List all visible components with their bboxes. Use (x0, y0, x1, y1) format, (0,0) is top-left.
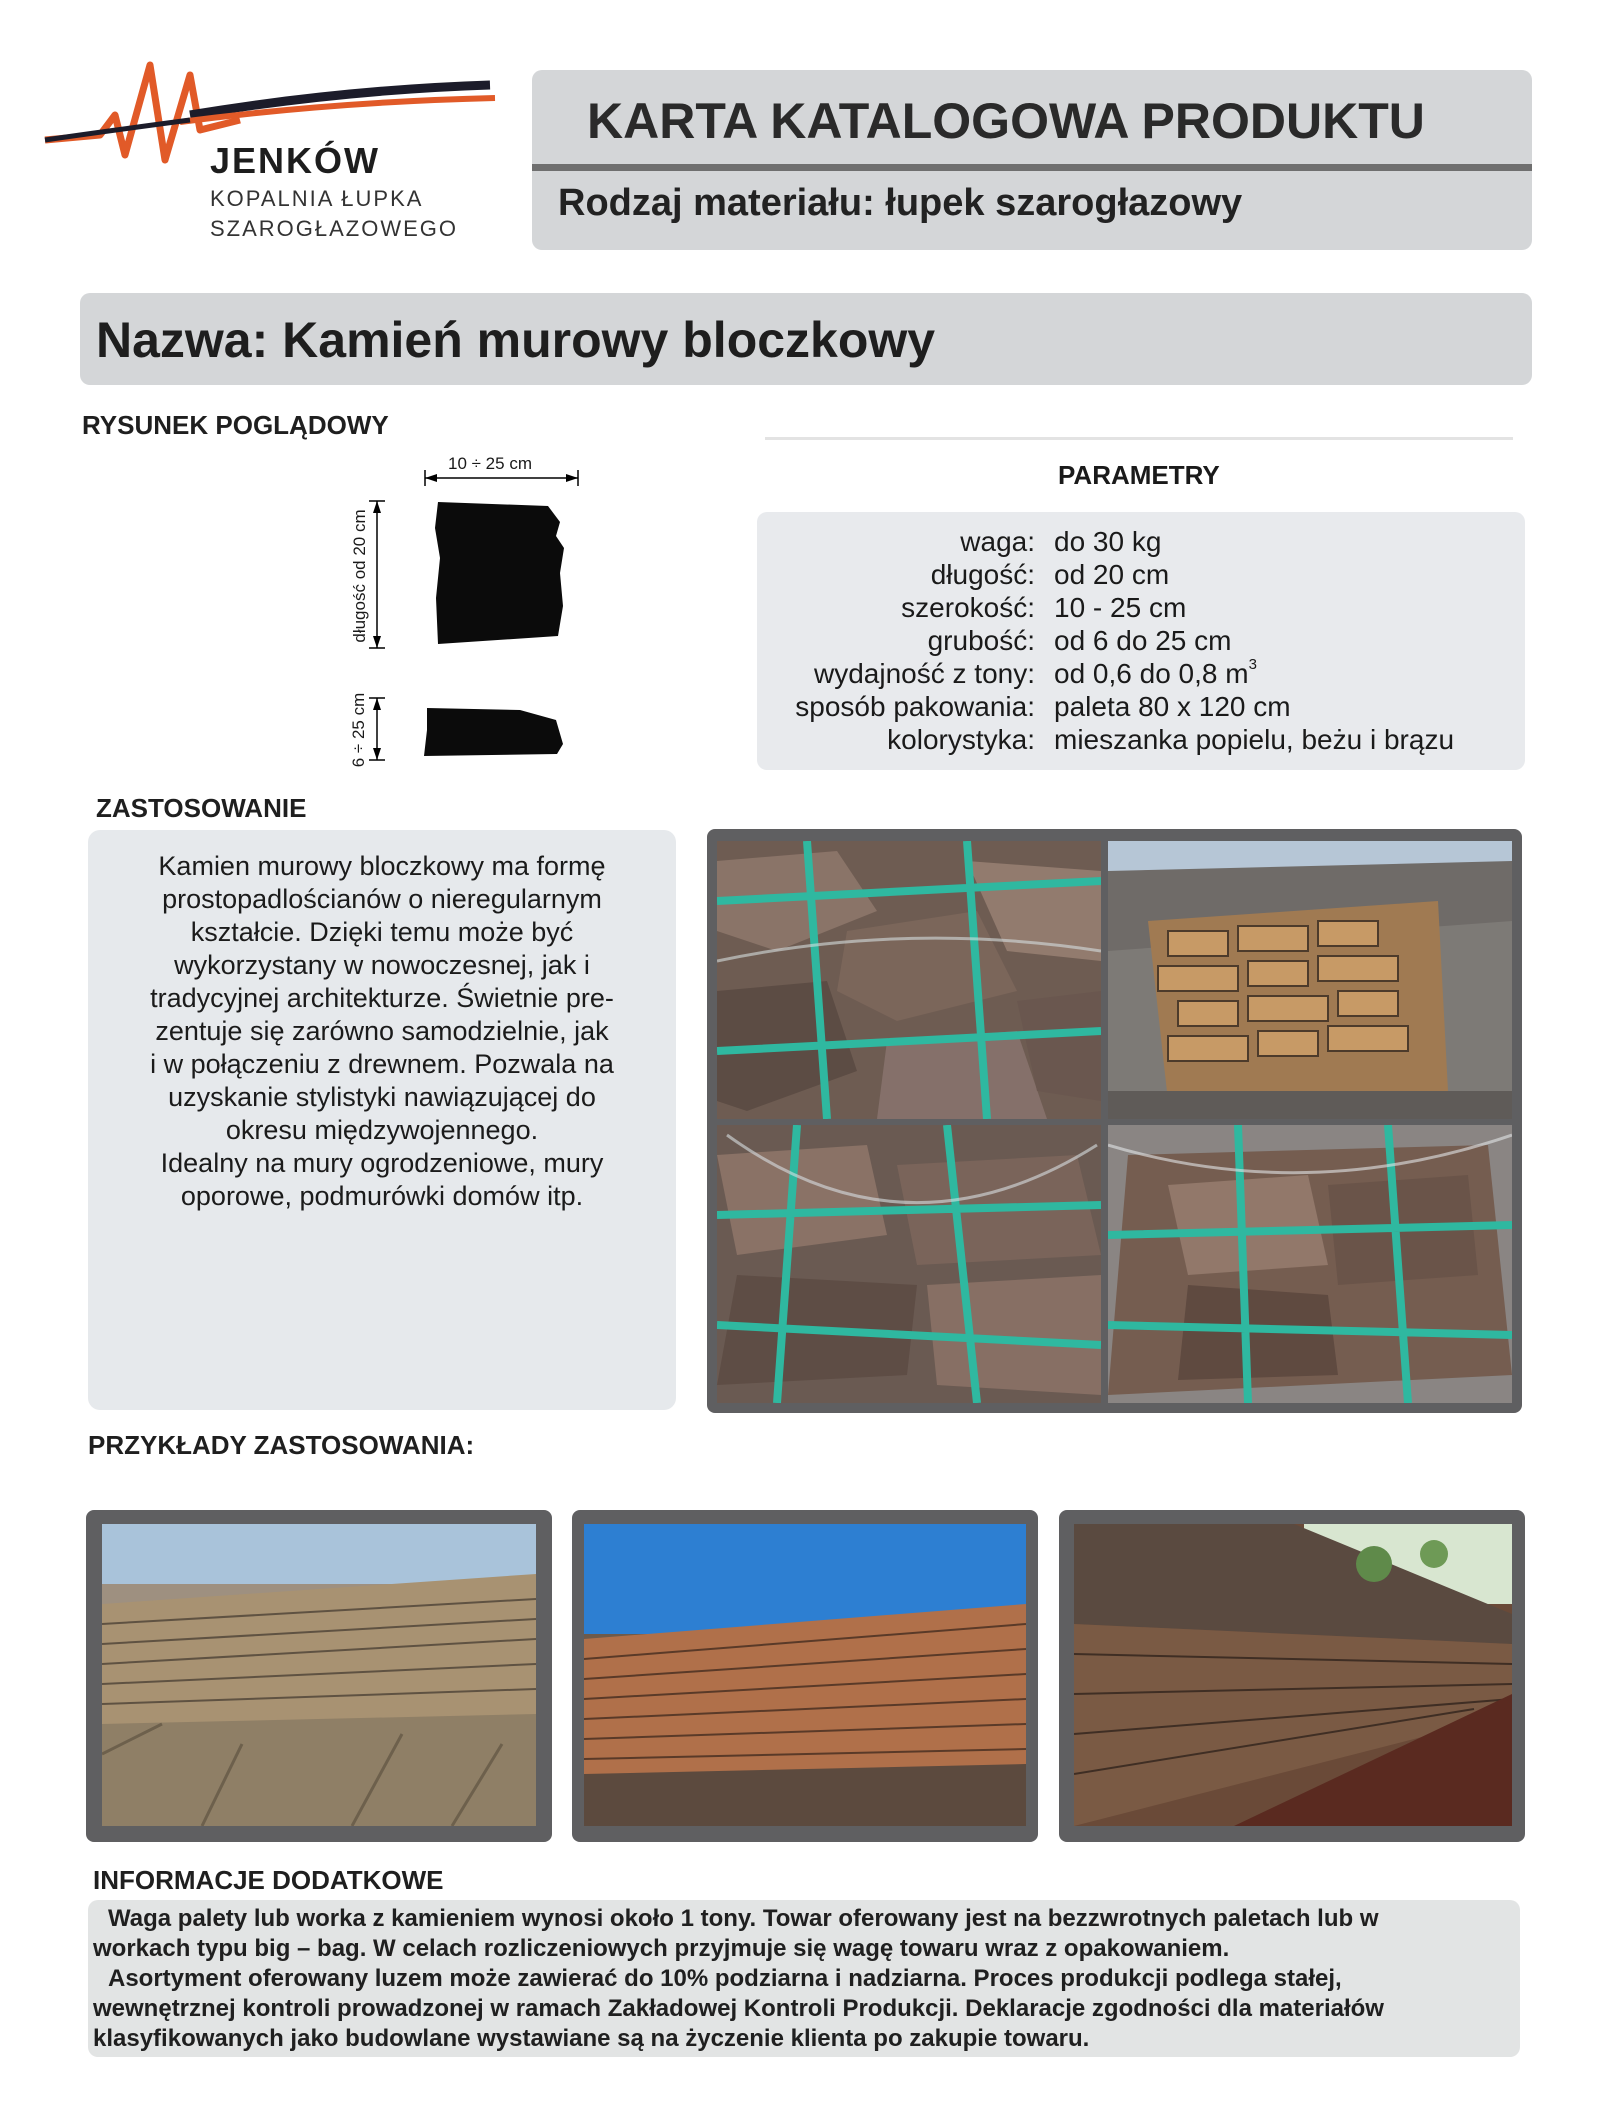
param-label: waga: (960, 526, 1035, 557)
example-photo-frame-2 (572, 1510, 1038, 1842)
usage-description-box (88, 830, 676, 1410)
example-photo-frame-3 (1059, 1510, 1525, 1842)
usage-line: prostopadlościanów o nieregularnym (162, 884, 602, 914)
parameters-heading: PARAMETRY (1058, 460, 1220, 490)
param-row (757, 724, 1525, 757)
info-line: klasyfikowanych jako budowlane wystawiane są na życzenie klienta po zakupie towaru. (93, 2025, 1090, 2052)
usage-line: tradycyjnej architekturze. Świetnie pre- (150, 983, 614, 1013)
usage-line: uzyskanie stylistyki nawiązującej do (168, 1082, 596, 1112)
product-name-box (80, 293, 1532, 385)
param-label: kolorystyka: (887, 724, 1035, 755)
thickness-label: 6 ÷ 25 cm (349, 692, 368, 768)
examples-heading: PRZYKŁADY ZASTOSOWANIA: (88, 1430, 475, 1460)
pallet-photo-2 (1108, 841, 1512, 1119)
info-line: Waga palety lub worka z kamieniem wynosi około 1 tony. Towar oferowany jest na bezzwrotnych paletach lub w (108, 1905, 1379, 1932)
logo-line-1: KOPALNIA ŁUPKA (210, 186, 424, 211)
header-title-box (532, 70, 1532, 250)
title-divider (532, 164, 1532, 171)
parameters-divider (765, 437, 1513, 440)
param-value: mieszanka popielu, beżu i brązu (1054, 724, 1455, 755)
param-row (757, 526, 1525, 559)
usage-line: Idealny na mury ogrodzeniowe, mury (160, 1148, 604, 1178)
example-photo-2 (584, 1524, 1026, 1826)
param-label: grubość: (927, 625, 1035, 656)
info-paragraph-1 (93, 1904, 1517, 1964)
length-label: długość od 20 cm (350, 509, 369, 643)
param-value: paleta 80 x 120 cm (1054, 691, 1291, 722)
param-row (757, 559, 1525, 592)
product-drawing (320, 448, 620, 768)
material-type: Rodzaj materiału: łupek szarogłazowy (558, 182, 1243, 224)
param-value (1054, 655, 1257, 690)
parameters-table (757, 512, 1525, 770)
usage-line: okresu międzywojennego. (225, 1115, 539, 1145)
width-label: 10 ÷ 25 cm (448, 454, 532, 473)
usage-line: Kamien murowy bloczkowy ma formę (158, 851, 606, 881)
usage-line: wykorzystany w nowoczesnej, jak i (174, 950, 590, 980)
company-logo (40, 60, 510, 250)
pallet-photo-grid (707, 829, 1522, 1413)
example-photo-frame-1 (86, 1510, 552, 1842)
pallet-photo-4 (1108, 1125, 1512, 1403)
param-row (757, 625, 1525, 658)
usage-line: kształcie. Dzięki temu może być (190, 917, 574, 947)
param-value: od 6 do 25 cm (1054, 625, 1232, 656)
info-line: Asortyment oferowany luzem może zawierać do 10% podziarna i nadziarna. Proces produkcji podlega stałej, (108, 1965, 1342, 1992)
example-photo-3 (1074, 1524, 1512, 1826)
product-name: Nazwa: Kamień murowy bloczkowy (96, 312, 936, 368)
param-row (757, 691, 1525, 724)
param-label: wydajność z tony: (814, 658, 1035, 689)
pallet-photo-3 (717, 1125, 1101, 1403)
param-unit-superscript: 3 (1248, 655, 1257, 673)
usage-heading: ZASTOSOWANIE (96, 793, 307, 823)
usage-description (114, 850, 650, 1213)
param-value: 10 - 25 cm (1054, 592, 1187, 623)
info-line: workach typu big – bag. W celach rozliczeniowych przyjmuje się wagę towaru wraz z opakowaniem. (93, 1935, 1230, 1962)
logo-line-2: SZAROGŁAZOWEGO (210, 216, 459, 241)
page-title: KARTA KATALOGOWA PRODUKTU (587, 93, 1425, 149)
info-heading: INFORMACJE DODATKOWE (93, 1865, 444, 1895)
param-row (757, 655, 1525, 691)
param-label: sposób pakowania: (795, 691, 1035, 722)
param-label: długość: (930, 559, 1035, 590)
info-paragraph-2 (93, 1964, 1517, 2054)
param-value: do 30 kg (1054, 526, 1162, 557)
usage-line: zentuje się zarówno samodzielnie, jak (155, 1016, 609, 1046)
info-line: wewnętrznej kontroli prowadzonej w ramach Zakładowej Kontroli Produkcji. Deklaracje zgodności dla materiałów (93, 1995, 1384, 2022)
param-value-text: od 0,6 do 0,8 m (1054, 658, 1249, 689)
logo-brand: JENKÓW (210, 140, 381, 181)
param-label: szerokość: (901, 592, 1035, 623)
info-box (88, 1900, 1520, 2057)
drawing-heading: RYSUNEK POGLĄDOWY (82, 410, 389, 440)
pallet-photo-1 (717, 841, 1101, 1119)
param-row (757, 592, 1525, 625)
info-text (93, 1904, 1517, 2054)
example-photo-1 (102, 1524, 536, 1826)
usage-line: oporowe, podmurówki domów itp. (180, 1181, 584, 1211)
param-value: od 20 cm (1054, 559, 1170, 590)
usage-line: i w połączeniu z drewnem. Pozwala na (150, 1049, 614, 1079)
